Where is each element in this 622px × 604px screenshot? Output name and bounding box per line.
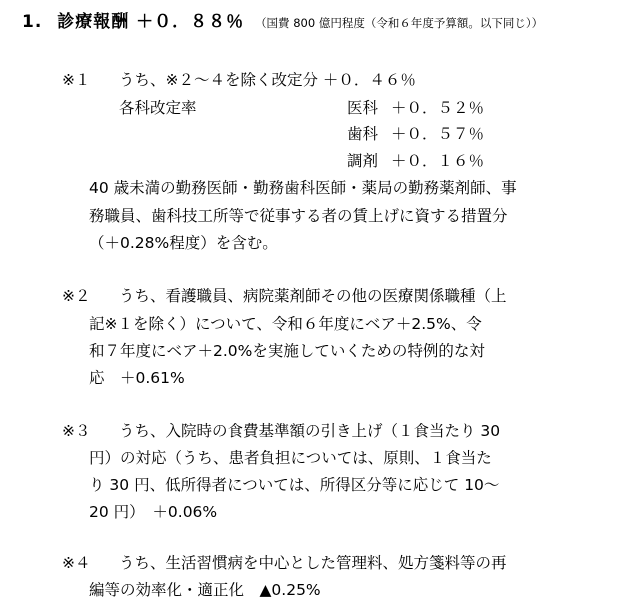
note-1-body-line: 務職員、歯科技工所等で従事する者の賃上げに資する措置分 <box>89 207 508 225</box>
rate-value: ＋０．１６％ <box>390 152 484 170</box>
note-3-line: り 30 円、低所得者については、所得区分等に応じて 10～ <box>89 476 500 494</box>
rate-row-medical <box>347 98 484 118</box>
note-3-line: うち、入院時の食費基準額の引き上げ（１食当たり 30 <box>119 422 501 440</box>
note-4-line: 編等の効率化・適正化 ▲0.25% <box>89 581 321 599</box>
rate-dept: 歯科 <box>347 125 379 143</box>
rate-value: ＋０．５２％ <box>390 99 484 117</box>
note-3-line: 円）の対応（うち、患者負担については、原則、１食当た <box>89 449 492 467</box>
note-1-marker: ※１ <box>62 71 91 89</box>
note-1-line-1: うち、※２～４を除く改定分 ＋０．４６％ <box>119 71 416 89</box>
rate-value: ＋０．５７％ <box>390 125 484 143</box>
heading-number: 1. <box>22 12 43 32</box>
note-3-line: 20 円） ＋0.06% <box>89 503 218 521</box>
rate-dept: 調剤 <box>347 152 379 170</box>
heading-note: （国費 800 億円程度（令和６年度予算額。以下同じ）） <box>255 16 544 30</box>
note-4-marker: ※４ <box>62 554 91 572</box>
note-3-marker: ※３ <box>62 422 91 440</box>
rates-label: 各科改定率 <box>119 99 197 117</box>
rate-dept: 医科 <box>347 99 379 117</box>
note-1-body-line: 40 歳未満の勤務医師・勤務歯科医師・薬局の勤務薬剤師、事 <box>89 179 517 197</box>
note-2-line: 記※１を除く）について、令和６年度にベア＋2.5%、令 <box>89 315 482 333</box>
section-heading <box>22 12 543 33</box>
note-2-line: 和７年度にベア＋2.0%を実施していくための特例的な対 <box>89 342 485 360</box>
note-4-line: うち、生活習慣病を中心とした管理料、処方箋料等の再 <box>119 554 507 572</box>
heading-text: 診療報酬 ＋０．８８％ <box>57 12 245 32</box>
note-2-line: 応 ＋0.61% <box>89 369 185 387</box>
note-2-marker: ※２ <box>62 287 91 305</box>
note-2-line: うち、看護職員、病院薬剤師その他の医療関係職種（上 <box>119 287 507 305</box>
rate-row-dental <box>347 124 484 144</box>
note-1-body-line: （＋0.28%程度）を含む。 <box>89 234 278 252</box>
rate-row-pharmacy <box>347 151 484 171</box>
